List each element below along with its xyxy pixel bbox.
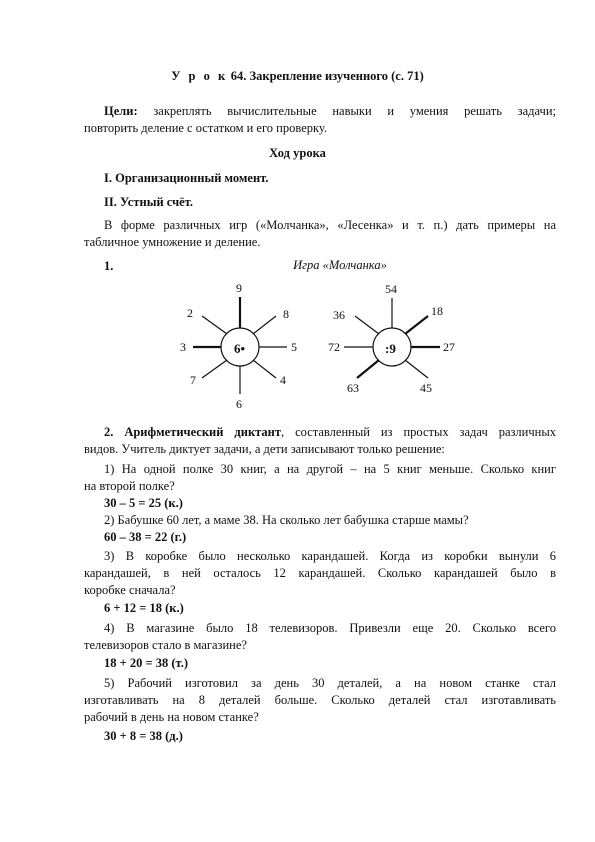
sun2-number: 63 [347,381,359,395]
lesson-title-prefix: У р о к [171,69,228,83]
task-2-answer: 60 – 38 = 22 (г.) [104,530,187,544]
sun1-number: 5 [291,340,297,354]
sun1-number: 2 [187,306,193,320]
intro-line-1: В форме различных игр («Молчанка», «Лесенка» и т. п.) дать примеры на [104,218,556,232]
sun2-center-label: :9 [385,341,396,356]
game-title: Игра «Молчанка» [293,258,387,272]
sun2-number: 45 [420,381,432,395]
sun1-number: 3 [180,340,186,354]
dictation-line-1 [104,424,556,441]
sun1-number: 8 [283,307,289,321]
goals-text-1: закреплять вычислительные навыки и умения решать задачи; [137,104,556,118]
task-3-answer: 6 + 12 = 18 (к.) [104,601,184,615]
task-1-line-2: на второй полке? [84,479,175,493]
sun2-number: 36 [333,308,345,322]
task-3-line-1: 3) В коробке было несколько карандашей. Когда из коробки вынули 6 [104,549,556,563]
task-1-line-1: 1) На одной полке 30 книг, а на другой – на 5 книг меньше. Сколько книг [104,462,556,476]
task-5-line-1: 5) Рабочий изготовил за день 30 деталей, а на новом станке стал [104,676,556,690]
sun1-center-label: 6• [234,341,246,356]
task-5-answer: 30 + 8 = 38 (д.) [104,729,183,743]
sun2-number: 72 [328,340,340,354]
dictation-line-2: видов. Учитель диктует задачи, а дети записывают только решение: [84,442,445,456]
task-5-line-2: изготавливать на 8 деталей больше. Сколько деталей стал изготавливать [84,693,556,707]
lesson-title-rest: 64. Закрепление изученного (с. 71) [227,69,424,83]
task-2-line-1: 2) Бабушке 60 лет, а маме 38. На сколько лет бабушка старше мамы? [104,513,469,527]
sun2-number: 27 [443,340,455,354]
task-3-line-3: коробке сначала? [84,583,176,597]
game-number: 1. [104,259,114,273]
task-4-line-1: 4) В магазине было 18 телевизоров. Привезли еще 20. Сколько всего [104,621,556,635]
task-4-answer: 18 + 20 = 38 (т.) [104,656,189,670]
sun1-number: 6 [236,397,242,411]
task-1-answer: 30 – 5 = 25 (к.) [104,496,183,510]
task-3-line-2: карандашей, в ней осталось 12 карандашей. Сколько карандашей было в [84,566,556,580]
sun2-number: 54 [385,282,397,296]
sun1-number: 7 [190,373,196,387]
dictation-text-1: , составленный из простых задач различных [281,425,556,439]
task-5-line-3: рабочий в день на новом станке? [84,710,259,724]
task-4-line-2: телевизоров стало в магазине? [84,638,247,652]
intro-line-2: табличное умножение и деление. [84,235,261,249]
lesson-heading: Ход урока [269,146,326,160]
sun2-number: 18 [431,304,443,318]
goals-line-2: повторить деление с остатком и его проверку. [84,121,328,135]
dictation-label: 2. Арифметический диктант [104,425,282,439]
section-oral-count: II. Устный счёт. [104,195,194,209]
sun1-number: 9 [236,281,242,295]
goals-label: Цели: [104,104,138,118]
sun1-number: 4 [280,373,286,387]
section-organization: I. Организационный момент. [104,171,269,185]
